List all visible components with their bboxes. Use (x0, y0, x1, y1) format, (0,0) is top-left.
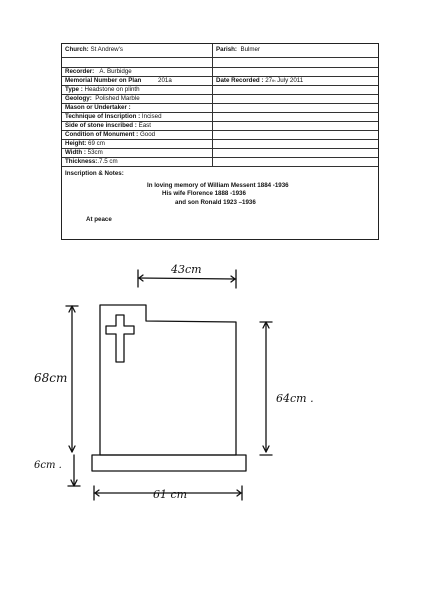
condition-field: Condition of Monument : Good (65, 130, 156, 138)
label-right-height: 64cm . (276, 392, 314, 405)
church-field: Church: St Andrew's (65, 46, 123, 54)
parish-field: Parish: Bulmer (216, 46, 261, 54)
recorder-field: Recorder: A. Burbidge (65, 67, 132, 75)
headstone-outline (100, 305, 236, 455)
side-field: Side of stone inscribed : East (65, 121, 151, 129)
plinth-outline (92, 455, 246, 471)
label-left-height: 68cm (34, 371, 68, 385)
mason-field: Mason or Undertaker : (65, 103, 131, 111)
label-plinth-height: 6cm . (34, 460, 62, 471)
width-field: Width : 53cm (65, 148, 103, 156)
inscription-line-2: His wife Florence 1888 -1936 (162, 190, 246, 197)
top-width-arrow (138, 278, 236, 279)
closing-text: At peace (86, 216, 112, 223)
memorial-number-value: 201a (158, 76, 172, 84)
cross-carving (106, 315, 134, 362)
inscription-line-3: and son Ronald 1923 –1936 (175, 199, 256, 206)
thickness-field: Thickness: .7.5 cm (65, 157, 118, 165)
memorial-number-field: Memorial Number on Plan (65, 76, 142, 84)
type-field: Type : Headstone on plinth (65, 85, 140, 93)
label-plinth-width: 61 cm (153, 488, 188, 501)
date-recorded-field: Date Recorded : 27 th July 2011 (216, 76, 304, 84)
height-field: Height: 69 cm (65, 139, 105, 147)
label-top-width: 43cm (171, 263, 202, 276)
notes-label: Inscription & Notes: (65, 170, 124, 177)
geology-field: Geology: Polished Marble (65, 94, 140, 102)
technique-field: Technique of Inscription : Incised (65, 112, 162, 120)
inscription-line-1: In loving memory of William Messent 1884 -1936 (147, 182, 289, 189)
